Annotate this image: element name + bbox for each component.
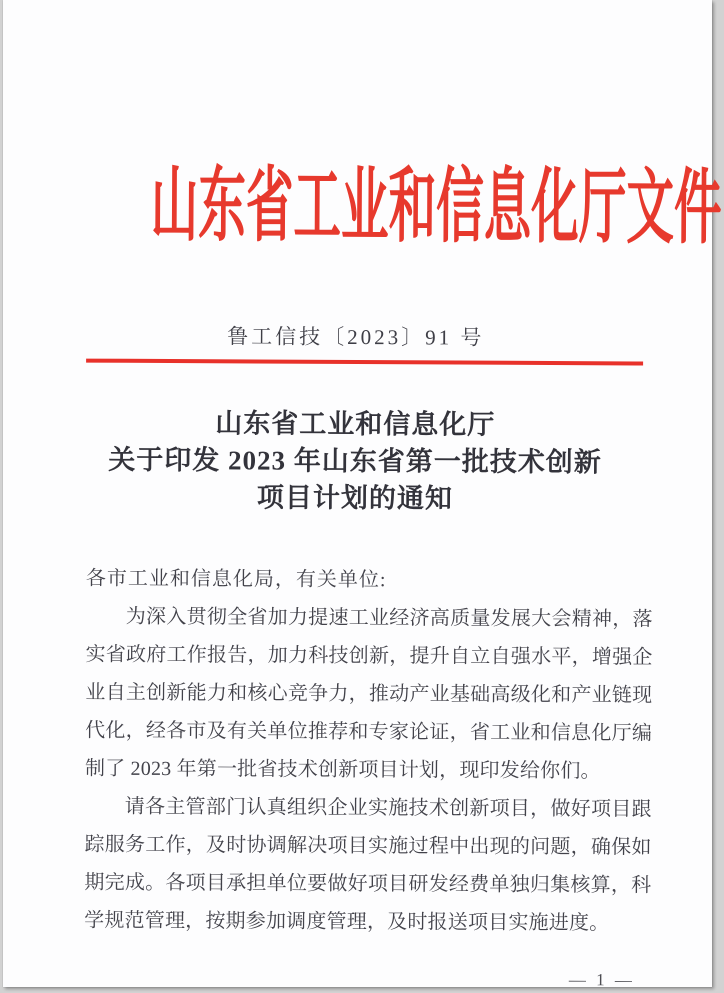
letterhead-title: 山东省工业和信息化厅文件 (150, 159, 722, 254)
document-page (3, 0, 722, 990)
body-paragraph-2: 请各主管部门认真组织企业实施技术创新项目，做好项目跟踪服务工作，及时协调解决项目实施过程中出现的问题，确保如期完成。各项目承担单位要做好项目研发经费单独归集核算，科学规范管理，按期参加调度管理，及时报送项目实施进度。 (84, 795, 652, 935)
document-body (84, 560, 653, 943)
document-title-line-1: 山东省工业和信息化厅 (215, 408, 496, 440)
salutation: 各市工业和信息化局，有关单位: (85, 567, 387, 592)
red-divider-line (86, 359, 643, 366)
document-title-line-2: 关于印发 2023 年山东省第一批技术创新 (108, 444, 602, 478)
body-paragraph-1: 为深入贯彻全省加力提速工业经济高质量发展大会精神，落实省政府工作报告，加力科技创新，提升自立自强水平，增强企业自主创新能力和核心竞争力，推动产业基础高级化和产业链现代化，经各市及有关单位推荐和专家论证，省工业和信息化厅编制了 2023 年第一批省技术创新项目计划，现印发给你们。 (84, 605, 653, 783)
document-title-line-3: 项目计划的通知 (256, 482, 453, 514)
document-title (0, 404, 710, 519)
document-number: 鲁工信技〔2023〕91 号 (227, 324, 485, 350)
page-number: — 1 — (568, 970, 635, 990)
